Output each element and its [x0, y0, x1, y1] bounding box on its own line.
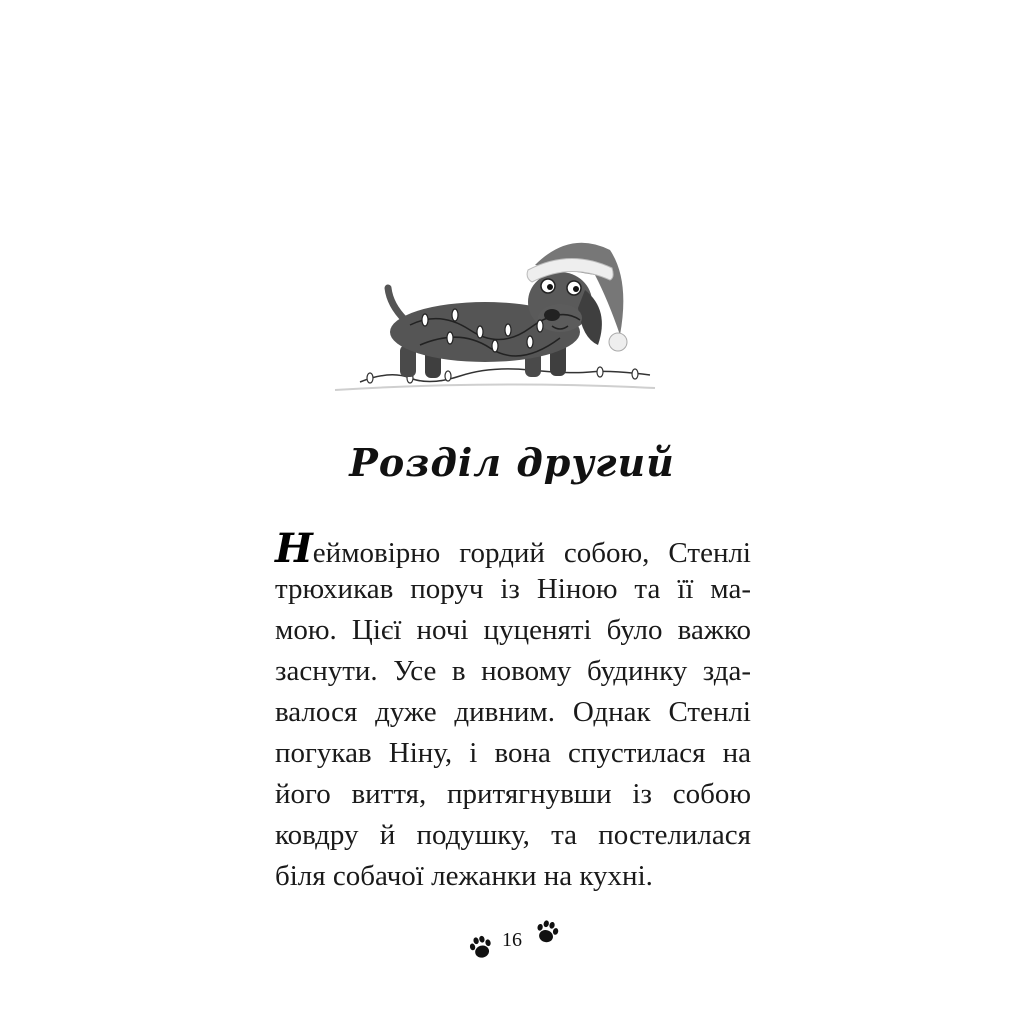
- text-line-content: еймовірно гордий собою, Стенлі: [312, 537, 751, 569]
- text-line: трюхикав поруч із Ніною та її ма-: [275, 573, 751, 605]
- text-line: ковдру й подушку, та постелилася: [275, 819, 751, 851]
- text-line: мою. Цієї ночі цуценяті було важко: [275, 614, 751, 646]
- paw-print-icon: [465, 932, 497, 964]
- page-footer: [0, 920, 1024, 960]
- chapter-body-text: [275, 525, 751, 897]
- text-line: заснути. Усе в новому будинку зда-: [275, 655, 751, 687]
- page-number: 16: [502, 928, 522, 951]
- text-line: погукав Ніну, і вона спустилася на: [275, 737, 751, 769]
- text-line: його виття, притягнувши із собою: [275, 778, 751, 810]
- paw-print-icon: [531, 916, 563, 948]
- text-line: [275, 525, 751, 572]
- dachshund-santa-hat-illustration: [330, 220, 660, 400]
- text-line: валося дуже дивним. Однак Стенлі: [275, 696, 751, 728]
- chapter-title: Розділ другий: [349, 440, 675, 485]
- text-line: біля собачої лежанки на кухні.: [275, 860, 653, 892]
- drop-cap: Н: [275, 525, 313, 572]
